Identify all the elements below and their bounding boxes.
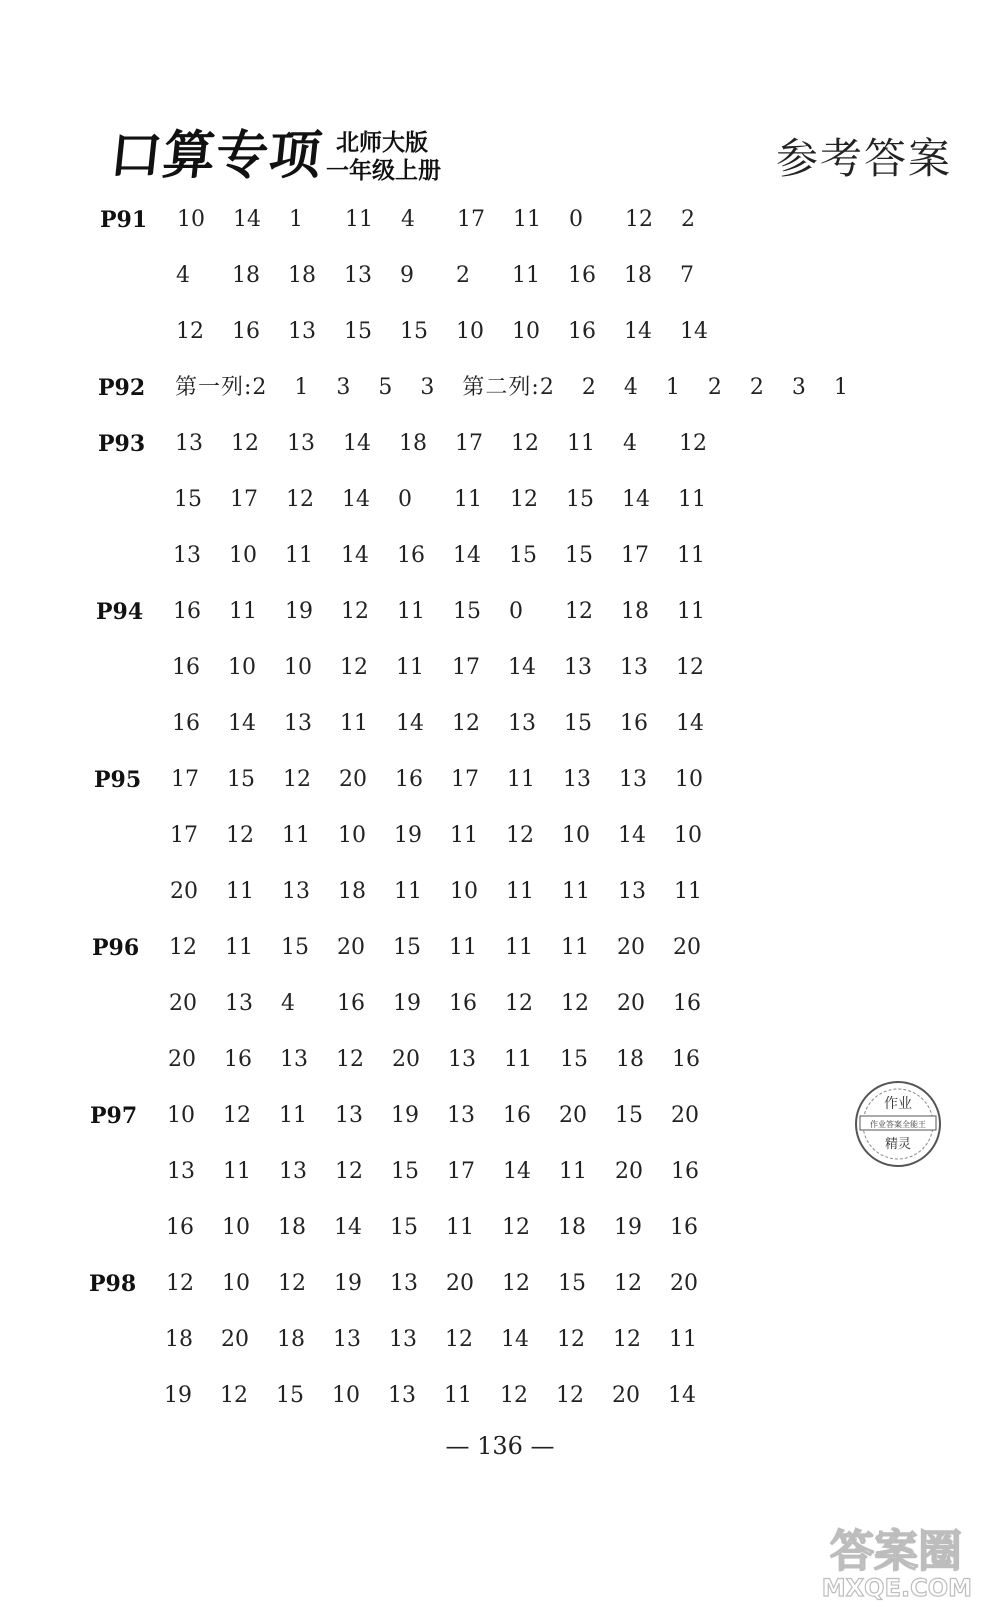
- answer-value: 20: [617, 935, 645, 960]
- answer-value: 4: [623, 431, 637, 456]
- answer-value: 11: [505, 935, 533, 960]
- answer-value: 13: [167, 1159, 195, 1184]
- answer-value: 11: [450, 823, 478, 848]
- answer-value: 12: [220, 1383, 248, 1408]
- answer-value: 10: [332, 1383, 360, 1408]
- answer-value: 13: [564, 655, 592, 680]
- answer-value: 12: [340, 655, 368, 680]
- answer-value: 20: [617, 991, 645, 1016]
- answer-value: 12: [625, 207, 653, 232]
- answer-value: 20: [337, 935, 365, 960]
- watermark-logo-icon: [762, 1522, 992, 1602]
- answer-values: [175, 424, 735, 464]
- answer-value: 12: [679, 431, 707, 456]
- answer-values: [176, 312, 736, 352]
- answer-value: 15: [174, 487, 202, 512]
- answer-value: 10: [228, 655, 256, 680]
- answer-value: 13: [173, 543, 201, 568]
- answer-value: 13: [448, 1047, 476, 1072]
- answer-value: 12: [614, 1271, 642, 1296]
- answer-value: 17: [457, 207, 485, 232]
- answer-value: 11: [444, 1383, 472, 1408]
- answer-value: 7: [680, 263, 694, 288]
- answer-value: 15: [393, 935, 421, 960]
- edition-label: 北师大版: [336, 130, 428, 156]
- answer-value: 12: [565, 599, 593, 624]
- answer-value: 14: [341, 543, 369, 568]
- answer-value: 20: [670, 1271, 698, 1296]
- answer-values: [167, 1152, 727, 1192]
- answer-value: 12: [500, 1383, 528, 1408]
- answer-value: 0: [569, 207, 583, 232]
- stamp-middle-text: 作业答案全能王: [870, 1120, 926, 1129]
- answer-value: 15: [565, 543, 593, 568]
- answer-value: 17: [455, 431, 483, 456]
- column-one-label: 第一列:: [175, 375, 253, 400]
- answer-value: 20: [446, 1271, 474, 1296]
- p92-columns: [175, 368, 876, 408]
- answer-value: 20: [671, 1103, 699, 1128]
- answer-value: 12: [169, 935, 197, 960]
- answer-value: 11: [285, 543, 313, 568]
- answer-value: 20: [392, 1047, 420, 1072]
- answer-value: 16: [172, 655, 200, 680]
- answer-value: 4: [176, 263, 190, 288]
- answer-value: 10: [177, 207, 205, 232]
- answer-value: 17: [452, 655, 480, 680]
- answer-value: 2: [581, 375, 596, 400]
- answer-value: 18: [616, 1047, 644, 1072]
- answer-values: [164, 1376, 724, 1416]
- page-number: — 136 —: [445, 1432, 555, 1460]
- answer-value: 10: [222, 1215, 250, 1240]
- answer-value: 15: [509, 543, 537, 568]
- answer-value: 12: [335, 1159, 363, 1184]
- answer-value: 11: [561, 935, 589, 960]
- answer-value: 16: [568, 263, 596, 288]
- answer-value: 2: [681, 207, 695, 232]
- answer-value: 20: [559, 1103, 587, 1128]
- answer-value: 15: [281, 935, 309, 960]
- answer-value: 12: [510, 487, 538, 512]
- answer-value: 10: [229, 543, 257, 568]
- answer-value: 14: [624, 319, 652, 344]
- answer-value: 10: [674, 823, 702, 848]
- answer-value: 12: [505, 991, 533, 1016]
- answer-value: 11: [223, 1159, 251, 1184]
- answer-values: [174, 480, 734, 520]
- answer-value: 14: [680, 319, 708, 344]
- answer-key-title: 参考答案: [775, 134, 952, 183]
- answer-value: 13: [284, 711, 312, 736]
- answer-value: 11: [226, 879, 254, 904]
- answer-value: 11: [562, 879, 590, 904]
- answer-value: 18: [288, 263, 316, 288]
- answer-value: 16: [673, 991, 701, 1016]
- answer-value: 14: [453, 543, 481, 568]
- answer-value: 12: [561, 991, 589, 1016]
- answer-value: 13: [225, 991, 253, 1016]
- answer-value: 15: [566, 487, 594, 512]
- answer-value: 3: [336, 375, 351, 400]
- answer-value: 11: [446, 1215, 474, 1240]
- answer-value: 16: [224, 1047, 252, 1072]
- answer-value: 16: [166, 1215, 194, 1240]
- answer-value: 10: [512, 319, 540, 344]
- answer-value: 4: [281, 991, 295, 1016]
- answer-value: 15: [564, 711, 592, 736]
- answer-value: 19: [393, 991, 421, 1016]
- answer-values: [170, 816, 730, 856]
- answer-value: 10: [450, 879, 478, 904]
- answer-value: 16: [173, 599, 201, 624]
- answer-value: 12: [676, 655, 704, 680]
- answer-value: 18: [399, 431, 427, 456]
- book-title: 口算专项: [106, 126, 326, 186]
- answer-value: 11: [504, 1047, 532, 1072]
- answer-value: 14: [508, 655, 536, 680]
- answer-value: 15: [400, 319, 428, 344]
- answer-value: 19: [334, 1271, 362, 1296]
- answer-value: 12: [502, 1271, 530, 1296]
- answer-value: 15: [390, 1215, 418, 1240]
- watermark-brand: 答案圈: [830, 1526, 962, 1577]
- answer-value: 14: [503, 1159, 531, 1184]
- answer-values: [169, 928, 729, 968]
- answer-value: 3: [791, 375, 806, 400]
- answer-value: 14: [233, 207, 261, 232]
- answer-value: 13: [287, 431, 315, 456]
- answer-value: 15: [344, 319, 372, 344]
- answer-value: 2: [539, 375, 554, 400]
- answer-values: [166, 1208, 726, 1248]
- edition-block: [326, 128, 441, 186]
- answer-values: [176, 256, 736, 296]
- answer-value: 10: [562, 823, 590, 848]
- answer-value: 1: [833, 375, 848, 400]
- answer-value: 14: [343, 431, 371, 456]
- answer-value: 13: [390, 1271, 418, 1296]
- answer-value: 15: [560, 1047, 588, 1072]
- answer-value: 11: [677, 599, 705, 624]
- answer-value: 3: [420, 375, 435, 400]
- answer-value: 19: [285, 599, 313, 624]
- answer-value: 18: [278, 1215, 306, 1240]
- answer-value: 11: [225, 935, 253, 960]
- column-two-label: 第二列:: [462, 375, 540, 400]
- answer-value: 11: [513, 207, 541, 232]
- answer-value: 17: [447, 1159, 475, 1184]
- answer-value: 15: [276, 1383, 304, 1408]
- answer-value: 14: [676, 711, 704, 736]
- answer-value: 1: [665, 375, 680, 400]
- answer-value: 2: [749, 375, 764, 400]
- answer-value: 11: [282, 823, 310, 848]
- answer-value: 10: [456, 319, 484, 344]
- answer-value: 11: [512, 263, 540, 288]
- answer-value: 20: [170, 879, 198, 904]
- answer-values: [167, 1096, 727, 1136]
- answer-value: 12: [613, 1327, 641, 1352]
- answer-value: 20: [612, 1383, 640, 1408]
- page-label: P97: [90, 1103, 138, 1129]
- answer-value: 11: [567, 431, 595, 456]
- answer-value: 19: [391, 1103, 419, 1128]
- answer-value: 12: [176, 319, 204, 344]
- answer-value: 11: [678, 487, 706, 512]
- answer-value: 18: [277, 1327, 305, 1352]
- answer-values: [168, 1040, 728, 1080]
- answer-value: 15: [558, 1271, 586, 1296]
- answer-value: 14: [668, 1383, 696, 1408]
- answer-value: 12: [286, 487, 314, 512]
- answer-value: 1: [294, 375, 309, 400]
- page-label: P95: [94, 767, 142, 793]
- answer-value: 13: [563, 767, 591, 792]
- answer-value: 18: [232, 263, 260, 288]
- answer-value: 13: [288, 319, 316, 344]
- answer-value: 11: [674, 879, 702, 904]
- answer-value: 2: [456, 263, 470, 288]
- answer-value: 16: [172, 711, 200, 736]
- answer-value: 12: [556, 1383, 584, 1408]
- stamp-logo-icon: [852, 1078, 944, 1170]
- answer-value: 20: [168, 1047, 196, 1072]
- answer-value: 12: [506, 823, 534, 848]
- answer-value: 18: [338, 879, 366, 904]
- answer-value: 16: [671, 1159, 699, 1184]
- answer-value: 10: [675, 767, 703, 792]
- answer-value: 20: [615, 1159, 643, 1184]
- answer-value: 16: [670, 1215, 698, 1240]
- answer-value: 11: [677, 543, 705, 568]
- answer-value: 12: [511, 431, 539, 456]
- answer-value: 16: [337, 991, 365, 1016]
- answer-value: 10: [338, 823, 366, 848]
- answer-value: 12: [226, 823, 254, 848]
- answer-value: 20: [169, 991, 197, 1016]
- page-label: P94: [96, 599, 144, 625]
- answer-value: 16: [395, 767, 423, 792]
- answer-value: 17: [230, 487, 258, 512]
- answer-values: [170, 872, 730, 912]
- answer-value: 2: [707, 375, 722, 400]
- answer-value: 11: [345, 207, 373, 232]
- answer-value: 12: [445, 1327, 473, 1352]
- answer-value: 20: [673, 935, 701, 960]
- answer-values: [173, 592, 733, 632]
- answer-value: 12: [223, 1103, 251, 1128]
- answer-value: 13: [282, 879, 310, 904]
- answer-value: 11: [454, 487, 482, 512]
- answer-value: 18: [558, 1215, 586, 1240]
- answer-value: 12: [166, 1271, 194, 1296]
- answer-value: 11: [449, 935, 477, 960]
- answer-value: 13: [447, 1103, 475, 1128]
- answer-value: 13: [389, 1327, 417, 1352]
- answer-value: 13: [618, 879, 646, 904]
- answer-value: 11: [669, 1327, 697, 1352]
- answer-value: 16: [449, 991, 477, 1016]
- page-label: P93: [98, 431, 146, 457]
- answer-value: 17: [170, 823, 198, 848]
- answer-value: 12: [231, 431, 259, 456]
- answer-value: 12: [502, 1215, 530, 1240]
- page-label: P96: [92, 935, 140, 961]
- answer-value: 4: [623, 375, 638, 400]
- answer-values: [173, 536, 733, 576]
- answer-value: 19: [394, 823, 422, 848]
- answer-values: [172, 648, 732, 688]
- answer-value: 9: [400, 263, 414, 288]
- answer-values: [177, 200, 737, 240]
- answer-value: 11: [340, 711, 368, 736]
- answer-value: 1: [289, 207, 303, 232]
- answer-values: [171, 760, 731, 800]
- answer-value: 16: [397, 543, 425, 568]
- answer-value: 11: [229, 599, 257, 624]
- answer-value: 13: [335, 1103, 363, 1128]
- answer-value: 16: [232, 319, 260, 344]
- answer-value: 5: [378, 375, 393, 400]
- answer-value: 18: [621, 599, 649, 624]
- answer-values: [172, 704, 732, 744]
- answer-value: 13: [280, 1047, 308, 1072]
- answer-value: 13: [344, 263, 372, 288]
- answer-value: 16: [620, 711, 648, 736]
- answer-value: 11: [396, 655, 424, 680]
- answer-value: 12: [557, 1327, 585, 1352]
- answer-value: 13: [620, 655, 648, 680]
- answer-value: 18: [165, 1327, 193, 1352]
- answer-value: 12: [336, 1047, 364, 1072]
- answer-value: 16: [672, 1047, 700, 1072]
- answer-value: 15: [227, 767, 255, 792]
- answer-value: 14: [622, 487, 650, 512]
- answer-value: 13: [508, 711, 536, 736]
- answer-values: [165, 1320, 725, 1360]
- answer-value: 14: [501, 1327, 529, 1352]
- answer-value: 19: [164, 1383, 192, 1408]
- answer-values: [166, 1264, 726, 1304]
- page-header: [106, 126, 960, 196]
- answer-value: 16: [503, 1103, 531, 1128]
- answer-value: 11: [279, 1103, 307, 1128]
- answer-value: 15: [615, 1103, 643, 1128]
- answer-value: 11: [507, 767, 535, 792]
- answer-value: 19: [614, 1215, 642, 1240]
- answer-value: 17: [171, 767, 199, 792]
- answer-value: 11: [394, 879, 422, 904]
- answer-value: 0: [509, 599, 523, 624]
- answer-value: 10: [284, 655, 312, 680]
- answer-values: [169, 984, 729, 1024]
- answer-value: 16: [568, 319, 596, 344]
- answer-value: 12: [452, 711, 480, 736]
- answer-value: 15: [453, 599, 481, 624]
- answer-value: 11: [397, 599, 425, 624]
- answer-value: 4: [401, 207, 415, 232]
- answer-value: 12: [283, 767, 311, 792]
- answer-value: 10: [167, 1103, 195, 1128]
- answer-value: 20: [339, 767, 367, 792]
- answer-value: 13: [279, 1159, 307, 1184]
- answer-value: 12: [278, 1271, 306, 1296]
- answer-value: 14: [618, 823, 646, 848]
- answer-value: 11: [559, 1159, 587, 1184]
- answer-value: 15: [391, 1159, 419, 1184]
- answer-value: 14: [228, 711, 256, 736]
- answer-value: 12: [341, 599, 369, 624]
- answer-value: 2: [252, 375, 267, 400]
- answer-value: 14: [334, 1215, 362, 1240]
- answer-value: 14: [396, 711, 424, 736]
- answer-value: 17: [621, 543, 649, 568]
- answer-value: 20: [221, 1327, 249, 1352]
- answer-value: 13: [333, 1327, 361, 1352]
- stamp-bottom-text: 精灵: [884, 1137, 912, 1152]
- answer-value: 0: [398, 487, 412, 512]
- answer-value: 13: [175, 431, 203, 456]
- page-label: P98: [89, 1271, 137, 1297]
- answer-value: 10: [222, 1271, 250, 1296]
- answer-value: 13: [388, 1383, 416, 1408]
- answer-value: 13: [619, 767, 647, 792]
- page-label: P92: [98, 375, 146, 401]
- answer-value: 11: [506, 879, 534, 904]
- answer-value: 18: [624, 263, 652, 288]
- page-label: P91: [100, 207, 148, 233]
- answer-value: 14: [342, 487, 370, 512]
- grade-label: 一年级上册: [326, 158, 441, 184]
- watermark-url: MXQE.COM: [821, 1574, 972, 1602]
- answer-value: 17: [451, 767, 479, 792]
- stamp-top-text: 作业: [884, 1096, 912, 1112]
